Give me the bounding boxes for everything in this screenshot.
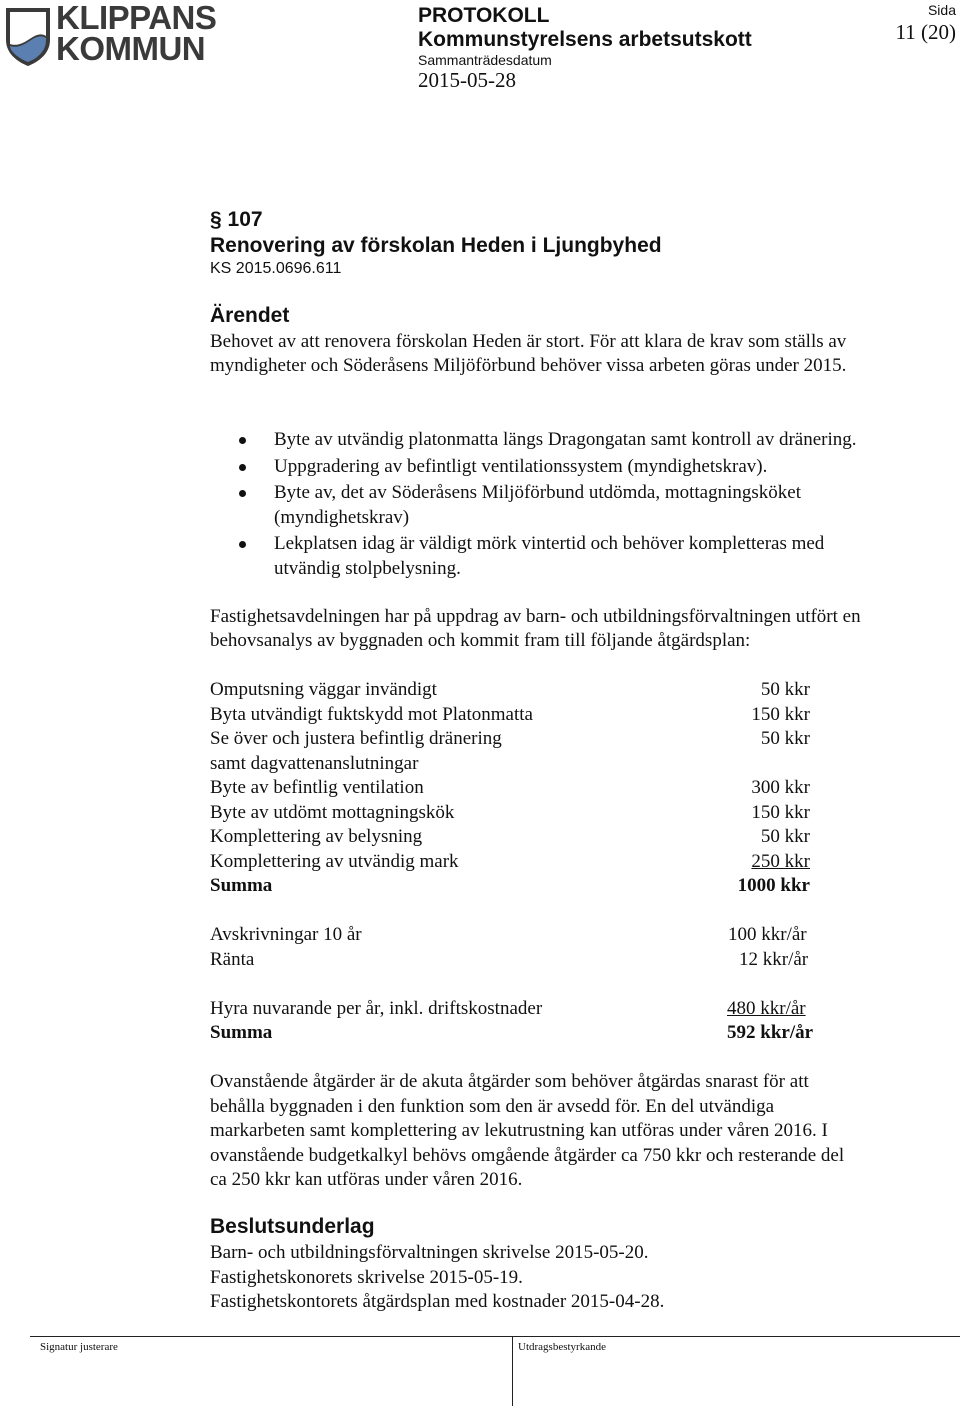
- committee-name: Kommunstyrelsens arbetsutskott: [418, 28, 752, 51]
- table-row: [210, 801, 850, 826]
- section-number: [210, 208, 263, 232]
- table-row: [210, 923, 850, 948]
- total-value: 592 kkr/år: [727, 1022, 814, 1043]
- cost-value: 150 kkr: [751, 801, 810, 823]
- section-number-value: 107: [227, 208, 263, 231]
- cost-value: 250 kkr: [751, 850, 810, 872]
- date-label: Sammanträdesdatum: [418, 52, 552, 68]
- analysis-line-1: Fastighetsavdelningen har på uppdrag av barn- och utbildningsförvaltningen utfört en: [210, 606, 861, 627]
- interest-label: Ränta: [210, 948, 255, 970]
- table-row: [210, 997, 850, 1022]
- footer-divider: [30, 1336, 960, 1337]
- cost-label: Byte av befintlig ventilation: [210, 777, 424, 798]
- list-item: Byte av utvändig platonmatta längs Dragongatan samt kontroll av dränering.: [236, 428, 936, 453]
- spacer: [210, 899, 850, 924]
- interest-value: 12 kkr/år: [739, 948, 809, 970]
- cost-value: 300 kkr: [751, 777, 810, 798]
- rent-label: Hyra nuvarande per år, inkl. driftskostnader: [210, 997, 543, 1019]
- conclusion-line: ca 250 kkr kan utföras under våren 2016.: [210, 1169, 523, 1190]
- case-reference: KS 2015.0696.611: [210, 260, 342, 277]
- list-item: Uppgradering av befintligt ventilationssystem (myndighetskrav).: [236, 455, 936, 480]
- cost-label: Komplettering av utvändig mark: [210, 850, 459, 872]
- cost-value: 50 kkr: [760, 826, 810, 847]
- table-row: [210, 727, 850, 752]
- basis-item: Barn- och utbildningsförvaltningen skrivelse 2015-05-20.: [210, 1242, 649, 1263]
- table-row: [210, 948, 850, 973]
- cost-label: Byta utvändigt fuktskydd mot Platonmatta: [210, 703, 533, 725]
- beslutsunderlag-heading: Beslutsunderlag: [210, 1215, 375, 1238]
- logo-wordmark: [56, 0, 217, 67]
- total-label: Summa: [210, 1022, 273, 1043]
- table-row: [210, 678, 850, 703]
- depreciation-value: 100 kkr/år: [728, 924, 807, 945]
- table-row: [210, 850, 850, 875]
- cost-label: Komplettering av belysning: [210, 826, 423, 847]
- table-row: [210, 825, 850, 850]
- conclusion-line: Ovanstående åtgärder är de akuta åtgärder som behöver åtgärdas snarast för att: [210, 1071, 809, 1092]
- list-item: Lekplatsen idag är väldigt mörk vintertid och behöver kompletteras med utvändig stolpbelysning.: [236, 532, 894, 581]
- sum-row: [210, 874, 850, 899]
- rent-value: 480 kkr/år: [727, 997, 806, 1019]
- section-title: Renovering av förskolan Heden i Ljungbyhed: [210, 234, 662, 257]
- shield-icon: [4, 6, 52, 68]
- extract-label: Utdragsbestyrkande: [518, 1341, 606, 1353]
- conclusion-line: ovanstående budgetkalkyl behövs omgående åtgärder ca 750 kkr och resterande del: [210, 1144, 845, 1166]
- intro-line-1: Behovet av att renovera förskolan Heden är stort. För att klara de krav som ställs av: [210, 331, 847, 352]
- logo-line-1: KLIPPANS: [56, 0, 217, 36]
- meeting-date: 2015-05-28: [418, 68, 516, 92]
- analysis-line-2: behovsanalys av byggnaden och kommit fram till följande åtgärdsplan:: [210, 630, 751, 651]
- cost-label: Omputsning väggar invändigt: [210, 679, 437, 700]
- conclusion-line: behålla byggnaden i den funktion som den är avsedd för. En del utvändiga: [210, 1095, 775, 1117]
- document-type: PROTOKOLL: [418, 4, 550, 27]
- sum-label: Summa: [210, 875, 273, 896]
- table-row: [210, 752, 850, 777]
- table-row: [210, 703, 850, 728]
- cost-value: 50 kkr: [760, 679, 810, 700]
- page-number: 11 (20): [895, 20, 956, 44]
- basis-item: Fastighetskontorets åtgärdsplan med kostnader 2015-04-28.: [210, 1291, 665, 1312]
- signature-label: Signatur justerare: [40, 1341, 118, 1353]
- page-label: Sida: [927, 2, 956, 18]
- sum-value: 1000 kkr: [737, 875, 810, 896]
- measures-list: [236, 428, 936, 583]
- cost-table: [210, 678, 850, 1046]
- cost-label: Byte av utdömt mottagningskök: [210, 801, 455, 823]
- total-row: [210, 1021, 850, 1046]
- logo-line-2: KOMMUN: [56, 30, 206, 67]
- intro-line-2: myndigheter och Söderåsens Miljöförbund behöver vissa arbeten göras under 2015.: [210, 355, 847, 376]
- conclusion-line: markarbeten samt komplettering av lekutrustning kan utföras under våren 2016. I: [210, 1120, 828, 1141]
- cost-value: 150 kkr: [751, 703, 810, 725]
- paragraph-symbol: §: [210, 208, 222, 231]
- footer-column-divider: [512, 1336, 513, 1406]
- depreciation-label: Avskrivningar 10 år: [210, 924, 362, 945]
- arendet-heading: Ärendet: [210, 304, 290, 327]
- cost-value: 50 kkr: [760, 728, 810, 749]
- basis-item: Fastighetskonorets skrivelse 2015-05-19.: [210, 1266, 523, 1288]
- list-item: Byte av, det av Söderåsens Miljöförbund utdömda, mottagningsköket (myndighetskrav): [236, 481, 874, 530]
- cost-label: Se över och justera befintlig dränering: [210, 728, 502, 749]
- cost-label: samt dagvattenanslutningar: [210, 752, 419, 774]
- spacer: [210, 972, 850, 997]
- table-row: [210, 776, 850, 801]
